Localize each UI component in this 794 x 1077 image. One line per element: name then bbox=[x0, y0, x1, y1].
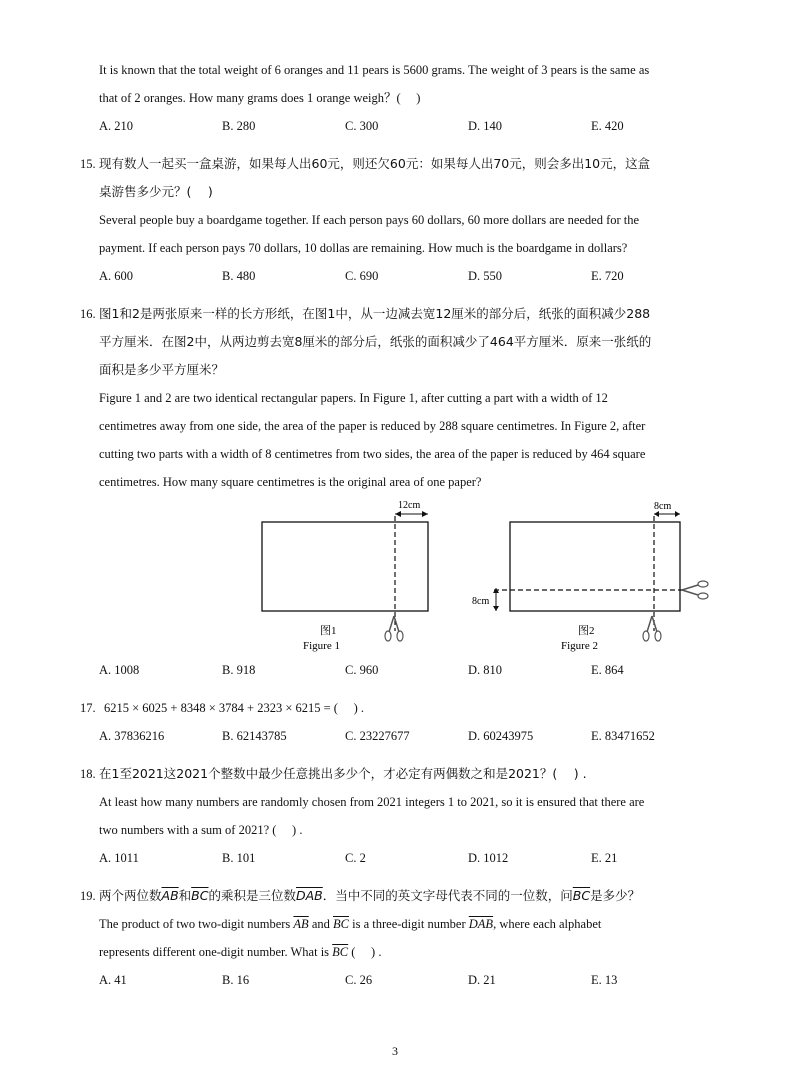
q19-en-bc: $\overline{BC}$ bbox=[333, 917, 349, 931]
figure-2 bbox=[466, 496, 726, 656]
q19-number: 19. bbox=[80, 889, 96, 903]
q19-en-line2-post: ( ) . bbox=[348, 945, 382, 959]
q18-options bbox=[99, 850, 739, 866]
q19-cn-ab: $\overline{AB}$ bbox=[161, 888, 179, 903]
q14-option-e[interactable]: E. 420 bbox=[591, 119, 624, 133]
q16-option-d[interactable]: D. 810 bbox=[468, 663, 503, 677]
fig2-top-label: 8cm bbox=[654, 501, 672, 512]
q19-option-d[interactable]: D. 21 bbox=[468, 973, 496, 987]
q16-option-b[interactable]: B. 918 bbox=[222, 663, 256, 677]
q18-option-b[interactable]: B. 101 bbox=[222, 851, 256, 865]
q14-en-line1: It is known that the total weight of 6 oranges and 11 pears is 5600 grams. The weight of 3 pears is the same as bbox=[99, 63, 650, 77]
q19-en-ab: $\overline{AB}$ bbox=[293, 917, 309, 931]
q15-option-c[interactable]: C. 690 bbox=[345, 269, 379, 283]
q19-cn-and: 和 bbox=[178, 888, 192, 903]
q15-en-line2: payment. If each person pays 70 dollars, 10 dollas are remaining. How much is the boardgame in dollars? bbox=[99, 241, 628, 255]
figure-1 bbox=[250, 496, 450, 656]
q18-cn-line1: 在1至2021这2021个整数中最少任意挑出多少个，才必定有两偶数之和是2021？( ) . bbox=[99, 766, 587, 781]
fig1-dim-arrow-left bbox=[395, 511, 401, 517]
q18-en-line1: At least how many numbers are randomly chosen from 2021 integers 1 to 2021, so it is ensured that there are bbox=[99, 795, 645, 809]
q19-en-line2 bbox=[99, 944, 381, 960]
q16-options bbox=[99, 662, 739, 678]
q17-option-a[interactable]: A. 37836216 bbox=[99, 729, 165, 743]
fig2-side-arrow-bottom bbox=[493, 606, 499, 611]
scissors-icon bbox=[385, 616, 403, 641]
q19-option-c[interactable]: C. 26 bbox=[345, 973, 373, 987]
q16-cn-line3: 面积是多少平方厘米？ bbox=[99, 362, 225, 377]
q16-number: 16. bbox=[80, 307, 96, 321]
q14-options bbox=[99, 118, 739, 134]
q14-en-line2: that of 2 oranges. How many grams does 1 orange weigh？( ) bbox=[99, 91, 421, 105]
q15-option-b[interactable]: B. 480 bbox=[222, 269, 256, 283]
scissors-icon bbox=[643, 616, 661, 641]
q17-number: 17. bbox=[80, 701, 96, 715]
q15-option-e[interactable]: E. 720 bbox=[591, 269, 624, 283]
q15-cn-line1: 现有数人一起买一盒桌游，如果每人出60元，则还欠60元：如果每人出70元，则会多出10元，这盒 bbox=[99, 156, 651, 171]
q16-en-line4: centimetres. How many square centimetres is the original area of one paper? bbox=[99, 475, 482, 489]
q14-option-a[interactable]: A. 210 bbox=[99, 119, 134, 133]
q17-option-b[interactable]: B. 62143785 bbox=[222, 729, 287, 743]
q19-en-line1 bbox=[99, 916, 601, 932]
q17-expression: 6215 × 6025 + 8348 × 3784 + 2323 × 6215 = ( ) . bbox=[104, 701, 364, 715]
fig1-cn-caption: 图1 bbox=[320, 625, 337, 637]
fig1-dim-arrow-right bbox=[422, 511, 428, 517]
q17-option-e[interactable]: E. 83471652 bbox=[591, 729, 655, 743]
q19-cn-post: ．当中不同的英文字母代表不同的一位数，问 bbox=[322, 888, 573, 903]
q16-option-c[interactable]: C. 960 bbox=[345, 663, 379, 677]
fig1-dim-label: 12cm bbox=[398, 500, 421, 511]
q19-en-mid: is a three-digit number bbox=[349, 917, 469, 931]
q19-en-line2-pre: represents different one-digit number. What is bbox=[99, 945, 333, 959]
q18-option-d[interactable]: D. 1012 bbox=[468, 851, 509, 865]
q19-option-b[interactable]: B. 16 bbox=[222, 973, 250, 987]
q19-option-a[interactable]: A. 41 bbox=[99, 973, 127, 987]
q18-option-e[interactable]: E. 21 bbox=[591, 851, 618, 865]
q14-option-c[interactable]: C. 300 bbox=[345, 119, 379, 133]
q14-option-b[interactable]: B. 280 bbox=[222, 119, 256, 133]
fig1-en-caption: Figure 1 bbox=[303, 640, 340, 652]
q16-cn-line1: 图1和2是两张原来一样的长方形纸，在图1中，从一边减去宽12厘米的部分后，纸张的面积减少288 bbox=[99, 306, 651, 321]
q19-en-post: , where each alphabet bbox=[493, 917, 602, 931]
q15-option-a[interactable]: A. 600 bbox=[99, 269, 134, 283]
q16-option-e[interactable]: E. 864 bbox=[591, 663, 624, 677]
q19-en-pre: The product of two two-digit numbers bbox=[99, 917, 294, 931]
page-number: 3 bbox=[392, 1044, 398, 1058]
q15-options bbox=[99, 268, 739, 284]
q19-cn-line1 bbox=[99, 888, 640, 904]
q19-cn-bc2: $\overline{BC}$ bbox=[572, 888, 591, 903]
q19-en-bc2: $\overline{BC}$ bbox=[332, 945, 349, 959]
q19-option-e[interactable]: E. 13 bbox=[591, 973, 618, 987]
q16-option-a[interactable]: A. 1008 bbox=[99, 663, 140, 677]
q16-en-line1: Figure 1 and 2 are two identical rectangular papers. In Figure 1, after cutting a part with a width of 12 bbox=[99, 391, 608, 405]
q14-option-d[interactable]: D. 140 bbox=[468, 119, 503, 133]
scissors-icon bbox=[682, 581, 708, 599]
fig2-en-caption: Figure 2 bbox=[561, 640, 598, 652]
q16-en-line3: cutting two parts with a width of 8 centimetres from two sides, the area of the paper is reduced by 464 square bbox=[99, 447, 646, 461]
q18-option-c[interactable]: C. 2 bbox=[345, 851, 366, 865]
fig2-cn-caption: 图2 bbox=[578, 625, 595, 637]
q15-en-line1: Several people buy a boardgame together. If each person pays 60 dollars, 60 more dollars are needed for the bbox=[99, 213, 640, 227]
q19-cn-bc: $\overline{BC}$ bbox=[191, 888, 209, 903]
fig1-rectangle bbox=[262, 522, 428, 611]
q17-options bbox=[99, 728, 739, 744]
q18-en-line2: two numbers with a sum of 2021? ( ) . bbox=[99, 823, 303, 837]
q15-number: 15. bbox=[80, 157, 96, 171]
q18-number: 18. bbox=[80, 767, 96, 781]
q17-option-c[interactable]: C. 23227677 bbox=[345, 729, 410, 743]
q18-option-a[interactable]: A. 1011 bbox=[99, 851, 139, 865]
q19-en-and: and bbox=[308, 917, 334, 931]
q19-en-dab: $\overline{DAB}$ bbox=[468, 917, 494, 931]
q19-cn-mid: 的乘积是三位数 bbox=[208, 888, 296, 903]
q19-cn-dab: $\overline{DAB}$ bbox=[296, 888, 323, 903]
q16-en-line2: centimetres away from one side, the area of the paper is reduced by 288 square centimetres. In Figure 2, after bbox=[99, 419, 646, 433]
fig2-top-arrow-right bbox=[675, 511, 680, 517]
q17-option-d[interactable]: D. 60243975 bbox=[468, 729, 534, 743]
q19-cn-pre: 两个两位数 bbox=[99, 888, 162, 903]
fig2-side-label: 8cm bbox=[472, 596, 490, 607]
q19-cn-end: 是多少？ bbox=[590, 888, 641, 903]
q15-option-d[interactable]: D. 550 bbox=[468, 269, 503, 283]
q19-options bbox=[99, 972, 739, 988]
q15-cn-line2: 桌游售多少元？( ) bbox=[99, 184, 213, 199]
q16-cn-line2: 平方厘米．在图2中，从两边剪去宽8厘米的部分后，纸张的面积减少了464平方厘米．原来一张纸的 bbox=[99, 334, 652, 349]
